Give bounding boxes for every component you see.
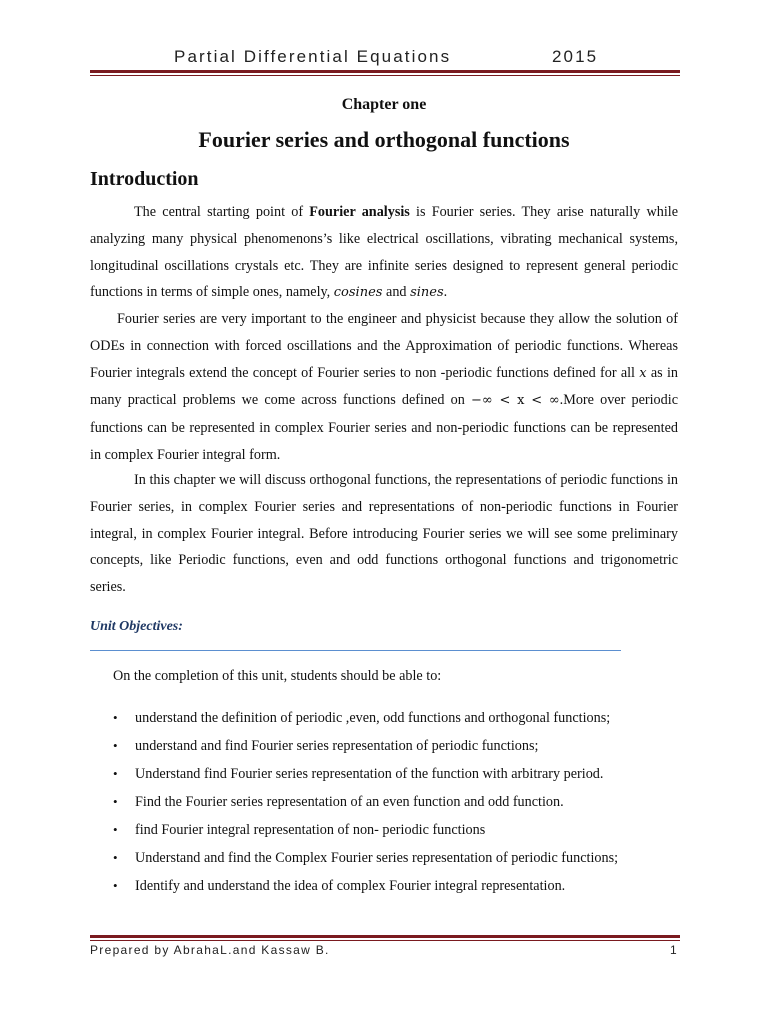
chapter-title: Fourier series and orthogonal functions [198, 127, 570, 152]
header-title: Partial Differential Equations [174, 47, 452, 66]
math-sines: sines [410, 285, 444, 301]
header-rule [90, 70, 680, 76]
paragraph-2: Fourier series are very important to the engineer and physicist because they allow the solution of ODEs in connection with forced oscillations and the Approximation of periodic functions. Whereas Fourier integrals extend the concept of Fourier series to non -periodic functions defined for all x as in many practical problems we come across functions defined on −∞ < x < ∞.More over periodic functions can be represented in complex Fourier series and non-periodic functions can be represented in complex Fourier integral form. [90, 311, 678, 463]
bullet-icon: • [113, 738, 118, 753]
unit-objectives-underline [90, 650, 621, 651]
bullet-icon: • [113, 878, 118, 893]
bullet-icon: • [113, 822, 118, 837]
completion-text: On the completion of this unit, students should be able to: [113, 668, 442, 684]
bullet-icon: • [113, 850, 118, 865]
header-year: 2015 [552, 47, 599, 66]
bullet-icon: • [113, 710, 118, 725]
math-x: x [639, 365, 647, 381]
list-item: • Identify and understand the idea of complex Fourier integral representation. [0, 873, 618, 901]
paragraph-1: The central starting point of Fourier analysis is Fourier series. They arise naturally while analyzing many physical phenomenons’s like electrical oscillations, vibrating mechanical systems, longitudinal oscillations crystals etc. They are infinite series designed to represent general periodic functions in terms of simple ones, namely, cosines and sines. [90, 204, 679, 301]
fourier-analysis-term: Fourier analysis [309, 204, 410, 220]
footer-authors: Prepared by AbrahaL.and Kassaw B. [90, 943, 330, 957]
list-item: • Understand and find the Complex Fourier series representation of periodic functions; [0, 845, 618, 873]
math-range: −∞ < x < ∞ [470, 393, 560, 409]
objectives-list [0, 705, 618, 901]
list-item: • Understand find Fourier series representation of the function with arbitrary period. [0, 761, 618, 789]
list-item: • Find the Fourier series representation of an even function and odd function. [0, 789, 618, 817]
math-cosines: cosines [333, 285, 383, 301]
bullet-icon: • [113, 794, 118, 809]
list-item: • find Fourier integral representation of non- periodic functions [0, 817, 618, 845]
paragraph-3: In this chapter we will discuss orthogonal functions, the representations of periodic functions in Fourier series, in complex Fourier series and representations of non-periodic functions in Fourier integral, in complex Fourier integral. Before introducing Fourier series we will see some preliminary concepts, like Periodic functions, even and odd functions orthogonal functions and trigonometric series. [90, 472, 678, 596]
list-item: • understand and find Fourier series representation of periodic functions; [0, 733, 618, 761]
unit-objectives-heading: Unit Objectives: [90, 619, 183, 634]
introduction-heading: Introduction [90, 168, 199, 190]
list-item: • understand the definition of periodic ,even, odd functions and orthogonal functions; [0, 705, 618, 733]
page-number: 1 [670, 943, 677, 957]
footer-rule [90, 935, 680, 941]
chapter-label: Chapter one [341, 96, 427, 113]
bullet-icon: • [113, 766, 118, 781]
